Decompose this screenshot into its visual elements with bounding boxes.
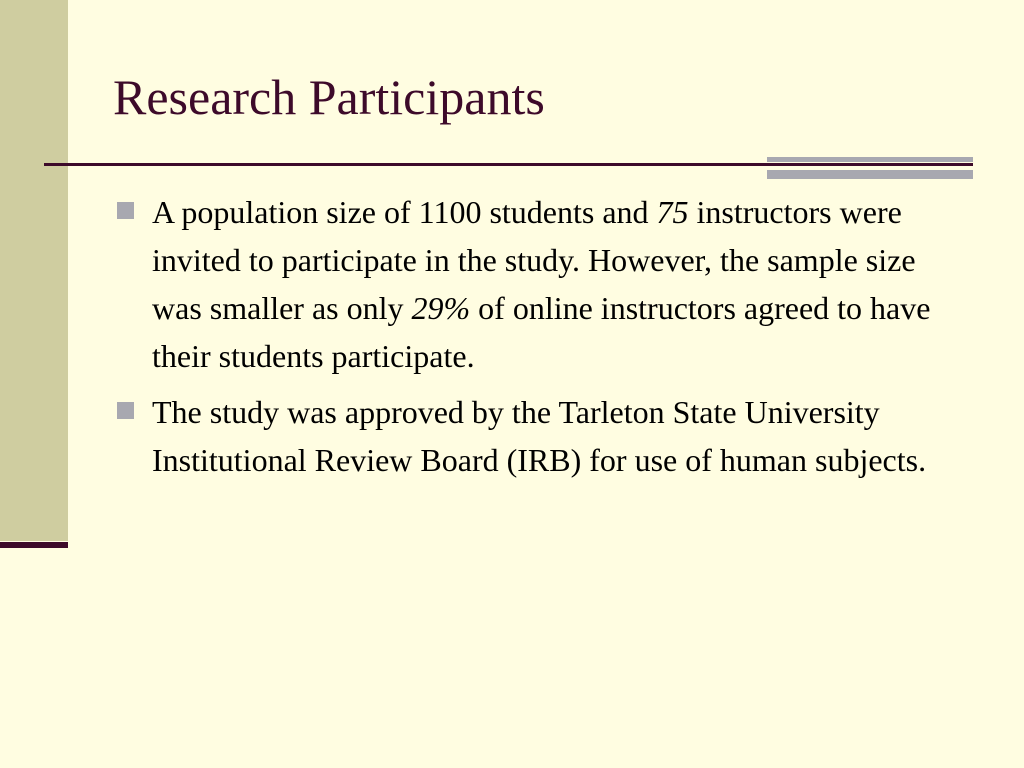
instructor-count: 75 [656, 194, 689, 230]
bullet-text-part: A population size of 1100 students and [152, 194, 657, 230]
bullet-item-population [114, 188, 959, 380]
bullet-text-part: instructors were invited to participate in the study. However, the sample size was smaller as only [152, 194, 916, 326]
square-bullet-icon [117, 402, 134, 419]
bullet-text: The study was approved by the Tarleton State University Institutional Review Board (IRB) for use of human subjects. [152, 394, 927, 478]
left-band-rule [0, 542, 68, 548]
slide-title: Research Participants [113, 69, 545, 125]
bullet-text-part: of online instructors agreed to have their students participate. [152, 290, 931, 374]
gray-accent-bar-top [767, 157, 973, 162]
gray-accent-bar-bottom [767, 170, 973, 179]
bullet-item-irb [114, 388, 959, 484]
left-decorative-band [0, 0, 68, 541]
title-divider-line [44, 163, 973, 166]
agreement-percent: 29% [411, 290, 471, 326]
slide-body [114, 188, 959, 492]
square-bullet-icon [117, 202, 134, 219]
